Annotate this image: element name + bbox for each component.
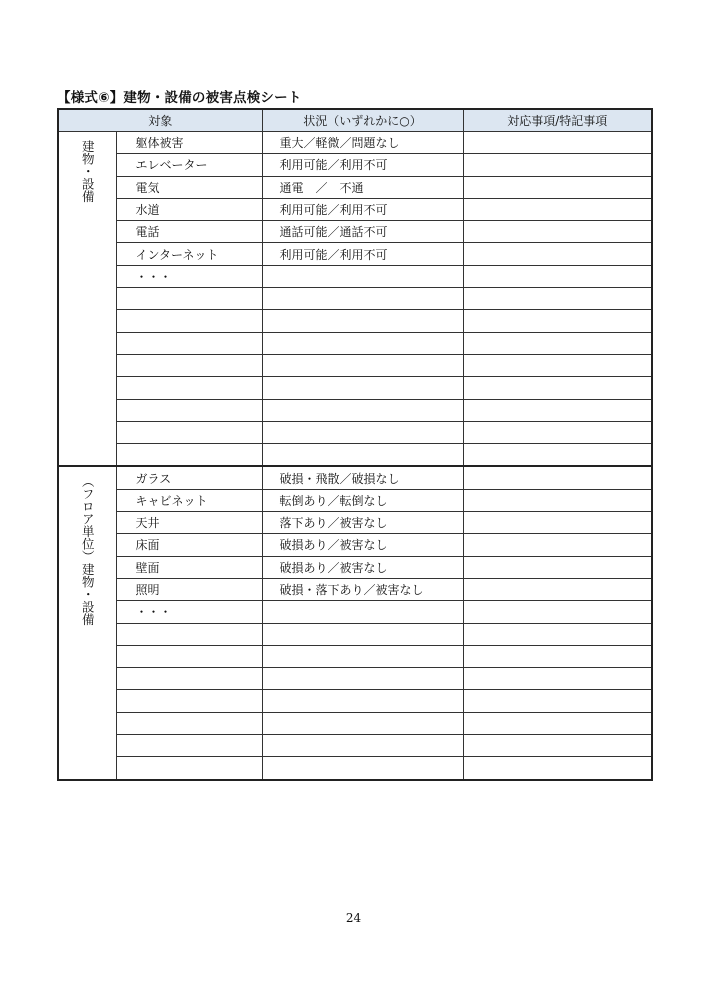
form-title: 【様式⑥】建物・設備の被害点検シート: [57, 90, 302, 106]
notes-cell[interactable]: [463, 243, 652, 265]
target-cell: [116, 354, 262, 376]
status-cell[interactable]: 利用可能／利用不可: [262, 243, 463, 265]
status-cell[interactable]: 利用可能／利用不可: [262, 154, 463, 176]
table-row: [58, 421, 652, 443]
status-cell[interactable]: [262, 421, 463, 443]
notes-cell[interactable]: [463, 645, 652, 667]
notes-cell[interactable]: [463, 712, 652, 734]
status-cell[interactable]: 破損・飛散／破損なし: [262, 466, 463, 489]
category-label: 建物・設備: [80, 140, 96, 203]
target-cell: 照明: [116, 578, 262, 600]
target-cell: [116, 310, 262, 332]
notes-cell[interactable]: [463, 198, 652, 220]
status-cell[interactable]: 落下あり／被害なし: [262, 512, 463, 534]
table-row: [58, 221, 652, 243]
notes-cell[interactable]: [463, 534, 652, 556]
table-row: [58, 354, 652, 376]
status-cell[interactable]: [262, 712, 463, 734]
notes-cell[interactable]: [463, 757, 652, 780]
table-row: [58, 623, 652, 645]
table-row: [58, 668, 652, 690]
notes-cell[interactable]: [463, 466, 652, 489]
notes-cell[interactable]: [463, 556, 652, 578]
target-cell: エレベーター: [116, 154, 262, 176]
table-row: [58, 757, 652, 780]
notes-cell[interactable]: [463, 690, 652, 712]
status-cell[interactable]: [262, 757, 463, 780]
status-cell[interactable]: [262, 288, 463, 310]
header-status: 状況（いずれかに○）: [262, 109, 463, 132]
target-cell: ・・・: [116, 265, 262, 287]
target-cell: [116, 690, 262, 712]
target-cell: ・・・: [116, 601, 262, 623]
target-cell: 躯体被害: [116, 132, 262, 154]
status-cell[interactable]: 破損・落下あり／被害なし: [262, 578, 463, 600]
page-number: 24: [345, 911, 362, 925]
target-cell: インターネット: [116, 243, 262, 265]
table-row: [58, 265, 652, 287]
target-cell: [116, 444, 262, 467]
notes-cell[interactable]: [463, 444, 652, 467]
notes-cell[interactable]: [463, 601, 652, 623]
table-row: [58, 288, 652, 310]
table-row: [58, 198, 652, 220]
table-row: [58, 154, 652, 176]
target-cell: [116, 712, 262, 734]
table-row: [58, 176, 652, 198]
notes-cell[interactable]: [463, 512, 652, 534]
target-cell: [116, 377, 262, 399]
table-row: [58, 712, 652, 734]
table-row: [58, 399, 652, 421]
target-cell: 壁面: [116, 556, 262, 578]
damage-inspection-table: [57, 108, 653, 781]
status-cell[interactable]: 破損あり／被害なし: [262, 534, 463, 556]
status-cell[interactable]: 転倒あり／転倒なし: [262, 489, 463, 511]
target-cell: [116, 668, 262, 690]
target-cell: 水道: [116, 198, 262, 220]
category-sublabel: （フロア単位）: [80, 475, 96, 563]
notes-cell[interactable]: [463, 668, 652, 690]
status-cell[interactable]: [262, 332, 463, 354]
notes-cell[interactable]: [463, 265, 652, 287]
table-row: [58, 512, 652, 534]
table-row: [58, 578, 652, 600]
status-cell[interactable]: [262, 601, 463, 623]
category-label: 建物・設備: [80, 562, 96, 626]
notes-cell[interactable]: [463, 377, 652, 399]
target-cell: 床面: [116, 534, 262, 556]
status-cell[interactable]: [262, 668, 463, 690]
status-cell[interactable]: [262, 690, 463, 712]
target-cell: [116, 735, 262, 757]
target-cell: [116, 623, 262, 645]
notes-cell[interactable]: [463, 288, 652, 310]
notes-cell[interactable]: [463, 399, 652, 421]
notes-cell[interactable]: [463, 623, 652, 645]
target-cell: [116, 399, 262, 421]
table-row: [58, 310, 652, 332]
table-row: [58, 645, 652, 667]
status-cell[interactable]: 重大／軽微／問題なし: [262, 132, 463, 154]
table-row: [58, 690, 652, 712]
table-row: [58, 489, 652, 511]
table-row: [58, 132, 652, 154]
status-cell[interactable]: 通話可能／通話不可: [262, 221, 463, 243]
table-row: [58, 735, 652, 757]
notes-cell[interactable]: [463, 354, 652, 376]
status-cell[interactable]: [262, 399, 463, 421]
target-cell: [116, 757, 262, 780]
category-label-cell: [58, 466, 116, 779]
notes-cell[interactable]: [463, 421, 652, 443]
target-cell: [116, 332, 262, 354]
notes-cell[interactable]: [463, 221, 652, 243]
status-cell[interactable]: [262, 354, 463, 376]
target-cell: 天井: [116, 512, 262, 534]
status-cell[interactable]: [262, 310, 463, 332]
table-row: [58, 556, 652, 578]
table-row: [58, 534, 652, 556]
notes-cell[interactable]: [463, 132, 652, 154]
category-label-cell: [58, 132, 116, 467]
status-cell[interactable]: 破損あり／被害なし: [262, 556, 463, 578]
notes-cell[interactable]: [463, 176, 652, 198]
notes-cell[interactable]: [463, 578, 652, 600]
notes-cell[interactable]: [463, 310, 652, 332]
target-cell: ガラス: [116, 466, 262, 489]
status-cell[interactable]: [262, 444, 463, 467]
table-row: [58, 377, 652, 399]
target-cell: 電気: [116, 176, 262, 198]
status-cell[interactable]: [262, 265, 463, 287]
status-cell[interactable]: 通電 ／ 不通: [262, 176, 463, 198]
status-cell[interactable]: [262, 735, 463, 757]
table-row: [58, 332, 652, 354]
table-row: [58, 466, 652, 489]
status-cell[interactable]: [262, 645, 463, 667]
header-notes: 対応事項/特記事項: [463, 109, 652, 132]
table-row: [58, 444, 652, 467]
notes-cell[interactable]: [463, 735, 652, 757]
notes-cell[interactable]: [463, 489, 652, 511]
notes-cell[interactable]: [463, 332, 652, 354]
table-row: [58, 243, 652, 265]
table-row: [58, 601, 652, 623]
table-header-row: [58, 109, 652, 132]
status-cell[interactable]: 利用可能／利用不可: [262, 198, 463, 220]
notes-cell[interactable]: [463, 154, 652, 176]
target-cell: [116, 421, 262, 443]
status-cell[interactable]: [262, 623, 463, 645]
target-cell: キャビネット: [116, 489, 262, 511]
target-cell: [116, 288, 262, 310]
status-cell[interactable]: [262, 377, 463, 399]
target-cell: [116, 645, 262, 667]
target-cell: 電話: [116, 221, 262, 243]
header-target: 対象: [58, 109, 262, 132]
